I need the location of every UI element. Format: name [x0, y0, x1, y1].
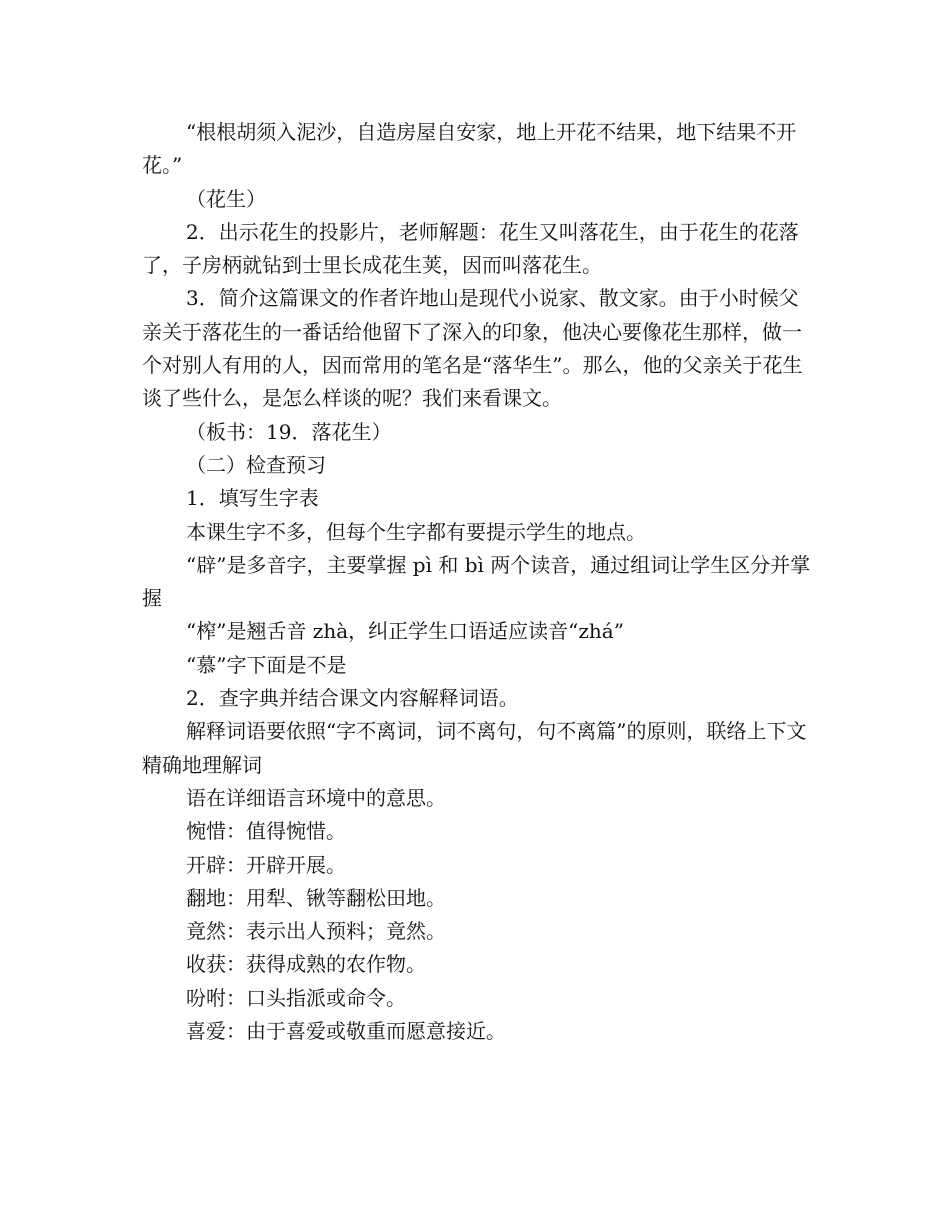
paragraph-char-pi: “辟”是多音字，主要掌握 pì 和 bì 两个读音，通过组词让学生区分并掌握 — [142, 552, 811, 611]
subheading-fill-table: 1．填写生字表 — [186, 486, 319, 511]
subheading-dictionary: 2．查字典并结合课文内容解释词语。 — [186, 686, 519, 711]
document-body — [142, 116, 812, 1048]
definition-item: 开辟：开辟开展。 — [186, 852, 346, 877]
section-heading-preview: （二）检查预习 — [186, 452, 326, 477]
paragraph-explain-principle: 解释词语要依照“字不离词，词不离句，句不离篇”的原则，联络上下文精确地理解词 — [142, 719, 807, 777]
paragraph-riddle: “根根胡须入泥沙，自造房屋自安家，地上开花不结果，地下结果不开花。” — [142, 120, 797, 178]
definition-item: 吩咐：口头指派或命令。 — [186, 985, 406, 1010]
definition-item: 收获：获得成熟的农作物。 — [186, 952, 426, 977]
paragraph-explain-continued: 语在详细语言环境中的意思。 — [186, 785, 446, 810]
paragraph-char-zha: “榨”是翘舌音 zhà，纠正学生口语适应读音“zhá” — [186, 619, 624, 644]
definition-item: 翻地：用犁、锹等翻松田地。 — [186, 885, 446, 910]
definition-item: 竟然：表示出人预料；竟然。 — [186, 919, 446, 944]
paragraph-step-3: 3．简介这篇课文的作者许地山是现代小说家、散文家。由于小时候父亲关于落花生的一番话给他留下了深入的印象，他决心要像花生那样，做一个对别人有用的人，因而常用的笔名是“落华生”。那么，他的父亲关于花生谈了些什么，是怎么样谈的呢？我们来看课文。 — [142, 286, 803, 411]
paragraph-new-words-note: 本课生字不多，但每个生字都有要提示学生的地点。 — [186, 519, 646, 544]
definition-item: 惋惜：值得惋惜。 — [186, 819, 346, 844]
paragraph-board-title: （板书：19．落花生） — [186, 419, 392, 444]
definition-item: 喜爱：由于喜爱或敬重而愿意接近。 — [186, 1019, 506, 1044]
paragraph-riddle-answer: （花生） — [186, 186, 266, 211]
paragraph-step-2: 2．出示花生的投影片，老师解题：花生又叫落花生，由于花生的花落了，子房柄就钻到士里长成花生荚，因而叫落花生。 — [142, 219, 799, 278]
paragraph-char-mu: “慕”字下面是不是 — [186, 652, 347, 677]
